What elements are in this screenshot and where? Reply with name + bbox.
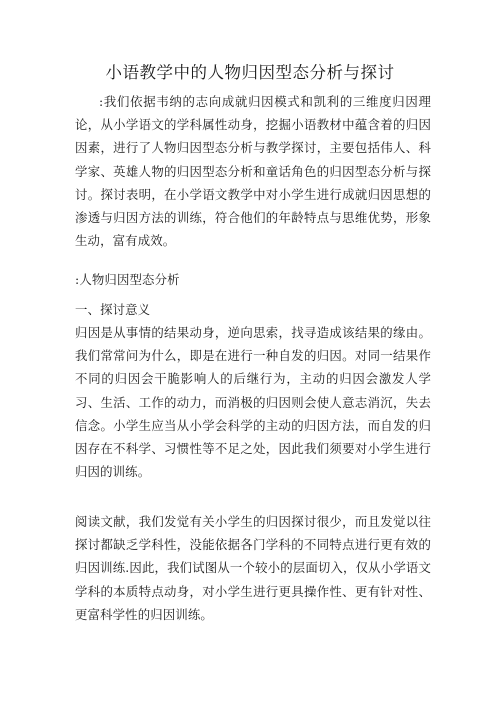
body-paragraph: 归因是从事情的结果动身，逆向思索，找寻造成该结果的缘由。我们常常问为什么，即是在进行一种自发的归因。对同一结果作不同的归因会干脆影响人的后继行为，主动的归因会激发人学习、生活、工作的动力，而消极的归因则会使人意志消沉，失去信念。小学生应当从小学会科学的主动的归因方法，而自发的归因存在不科学、习惯性等不足之处，因此我们须要对小学生进行归因的训练。 [75, 325, 431, 480]
body-paragraph: 阅读文献，我们发觉有关小学生的归因探讨很少，而且发觉以往探讨都缺乏学科性，没能依据各门学科的不同特点进行更有效的归因训练.因此，我们试图从一个较小的层面切入，仅从小学语文学科的本质特点动身，对小学生进行更具操作性、更有针对性、更富科学性的归因训练。 [75, 514, 431, 622]
document-title: 小语教学中的人物归因型态分析与探讨 [105, 63, 395, 82]
section-heading: :人物归因型态分析 [75, 272, 180, 287]
abstract-paragraph: :我们依据韦纳的志向成就归因模式和凯利的三维度归因理论，从小学语文的学科属性动身，挖掘小语教材中蕴含着的归因因素，进行了人物归因型态分析与教学探讨，主要包括伟人、科学家、英雄人物的归因型态分析和童话角色的归因型态分析与探讨。探讨表明，在小学语文教学中对小学生进行成就归因思想的渗透与归因方法的训练，符合他们的年龄特点与思维优势，形象生动，富有成效。 [75, 94, 431, 249]
subheading: 一、探讨意义 [75, 302, 151, 317]
